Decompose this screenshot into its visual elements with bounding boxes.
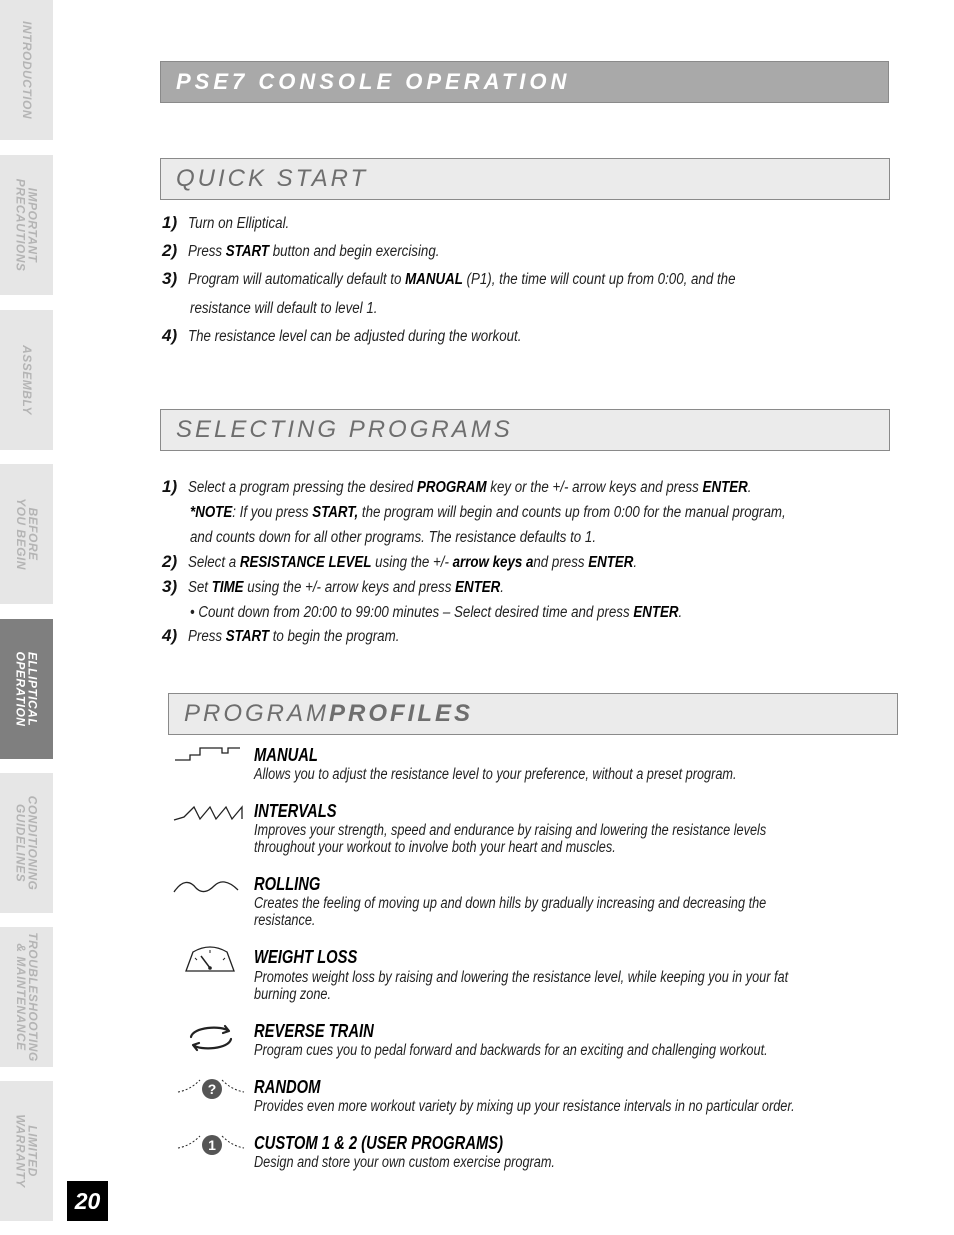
- profile-desc-custom: Design and store your own custom exercise program.: [254, 1154, 555, 1171]
- gauge-icon: [183, 944, 237, 974]
- profile-desc-weight-loss: Promotes weight loss by raising and lowering the resistance level, while keeping you in your fat burning zone.: [254, 969, 789, 1003]
- select-step-4: Press START to begin the program.: [188, 628, 400, 645]
- quick-start-step-3-cont: resistance will default to level 1.: [190, 300, 378, 317]
- step-number: 4): [162, 326, 178, 345]
- step-number: 3): [162, 269, 178, 288]
- quick-start-step-4: The resistance level can be adjusted during the workout.: [188, 328, 522, 345]
- tab-important-precautions[interactable]: IMPORTANT PRECAUTIONS: [0, 155, 53, 295]
- quick-start-step-3: Program will automatically default to MANUAL (P1), the time will count up from 0:00, and the: [188, 271, 736, 288]
- step-number: 2): [162, 552, 178, 571]
- manual-step-icon: [172, 745, 244, 763]
- select-note-cont: and counts down for all other programs. The resistance defaults to 1.: [190, 529, 597, 546]
- svg-text:1: 1: [208, 1137, 216, 1153]
- quick-start-header: QUICK START: [160, 158, 890, 200]
- profile-title-reverse-train: REVERSE TRAIN: [254, 1021, 374, 1041]
- selecting-programs-header: SELECTING PROGRAMS: [160, 409, 890, 451]
- profile-title-custom: CUSTOM 1 & 2 (USER PROGRAMS): [254, 1133, 504, 1153]
- step-number: 1): [162, 213, 178, 232]
- question-mark-icon: [176, 1074, 246, 1102]
- tab-limited-warranty[interactable]: LIMITED WARRANTY: [0, 1081, 53, 1221]
- step-number: 1): [162, 477, 178, 496]
- quick-start-step-1: Turn on Elliptical.: [188, 215, 290, 232]
- profile-desc-rolling: Creates the feeling of moving up and down hills by gradually increasing and decreasing the resistance.: [254, 895, 767, 929]
- program-profiles-header: PROGRAM PROFILES: [168, 693, 898, 735]
- page-title: PSE7 CONSOLE OPERATION: [160, 61, 889, 103]
- select-step-1: Select a program pressing the desired PROGRAM key or the +/- arrow keys and press ENTER.: [188, 479, 752, 496]
- profile-desc-manual: Allows you to adjust the resistance level to your preference, without a preset program.: [254, 766, 737, 783]
- step-number: 4): [162, 626, 178, 645]
- svg-text:?: ?: [207, 1081, 217, 1097]
- rolling-wave-icon: [172, 876, 244, 896]
- tab-introduction[interactable]: INTRODUCTION: [0, 0, 53, 140]
- step-number: 3): [162, 577, 178, 596]
- reverse-arrows-icon: [185, 1023, 237, 1053]
- profile-title-random: RANDOM: [254, 1077, 321, 1097]
- page-number: 20: [67, 1181, 108, 1221]
- select-note: *NOTE: If you press START, the program will begin and counts up from 0:00 for the manual program,: [190, 504, 786, 521]
- profile-title-intervals: INTERVALS: [254, 801, 337, 821]
- profile-desc-intervals: Improves your strength, speed and endurance by raising and lowering the resistance levels throughout your workout to involve both your heart and muscles.: [254, 822, 767, 856]
- profile-title-rolling: ROLLING: [254, 874, 321, 894]
- profile-desc-random: Provides even more workout variety by mixing up your resistance intervals in no particular order.: [254, 1098, 795, 1115]
- quick-start-step-2: Press START button and begin exercising.: [188, 243, 440, 260]
- profile-title-manual: MANUAL: [254, 745, 318, 765]
- tab-elliptical-operation[interactable]: ELLIPTICAL OPERATION: [0, 619, 53, 759]
- select-step-3-bullet: • Count down from 20:00 to 99:00 minutes – Select desired time and press ENTER.: [190, 604, 683, 621]
- step-number: 2): [162, 241, 178, 260]
- intervals-zigzag-icon: [172, 803, 244, 823]
- tab-troubleshooting[interactable]: TROUBLESHOOTING & MAINTENANCE: [0, 927, 53, 1067]
- section-tabs: [0, 0, 53, 1235]
- select-step-3: Set TIME using the +/- arrow keys and press ENTER.: [188, 579, 504, 596]
- select-step-2: Select a RESISTANCE LEVEL using the +/- arrow keys and press ENTER.: [188, 554, 638, 571]
- tab-assembly[interactable]: ASSEMBLY: [0, 310, 53, 450]
- profile-title-weight-loss: WEIGHT LOSS: [254, 947, 358, 967]
- tab-conditioning-guidelines[interactable]: CONDITIONING GUIDELINES: [0, 773, 53, 913]
- tab-before-you-begin[interactable]: BEFORE YOU BEGIN: [0, 464, 53, 604]
- number-one-icon: [176, 1130, 246, 1158]
- profile-desc-reverse-train: Program cues you to pedal forward and backwards for an exciting and challenging workout.: [254, 1042, 768, 1059]
